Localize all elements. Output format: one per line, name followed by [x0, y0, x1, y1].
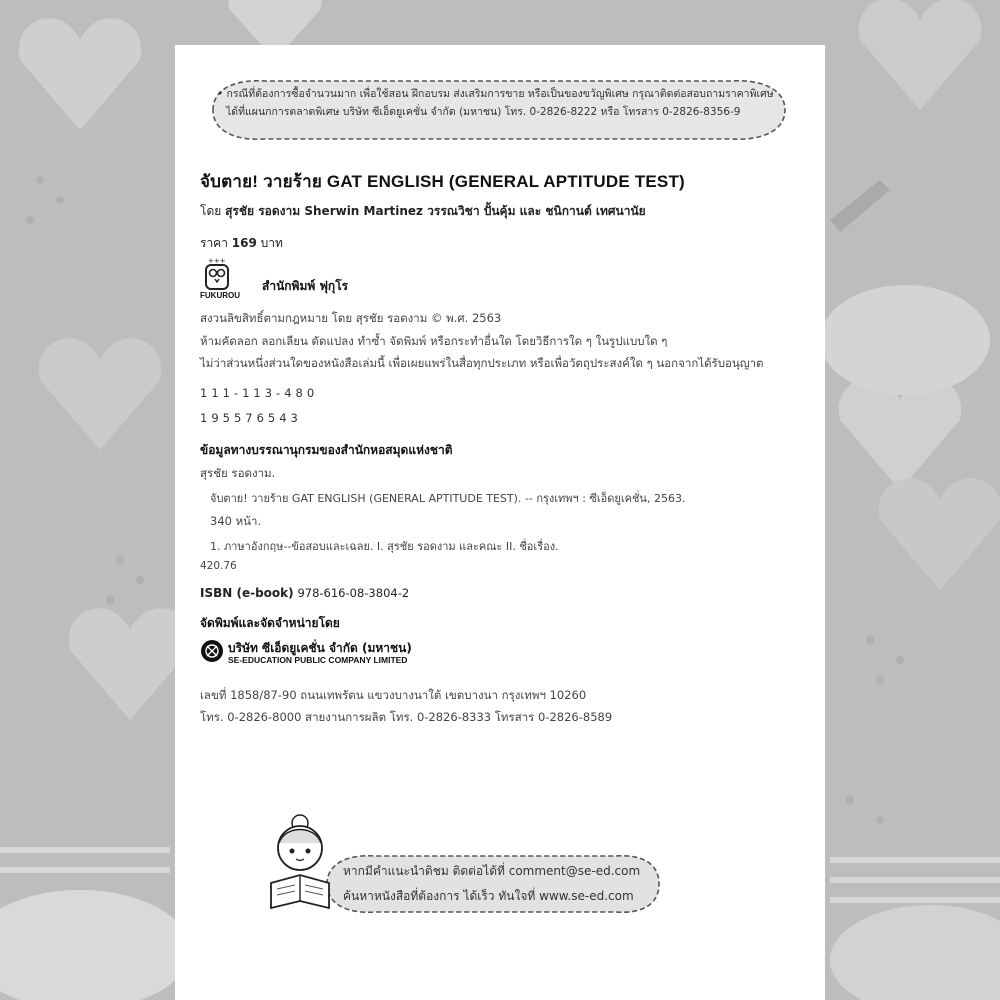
- cip-title-line: จับตาย! วายร้าย GAT ENGLISH (GENERAL APTITUDE TEST). -- กรุงเทพฯ : ซีเอ็ดยูเคชั่น, 2563.: [210, 492, 686, 505]
- authors-names: สุรชัย รอดงาม Sherwin Martinez วรรณวิชา ปั้นคุ้ม และ ชนิกานต์ เทศนานัย: [225, 204, 646, 218]
- copyright-line-2: ห้ามคัดลอก ลอกเลียน ดัดแปลง ทำซ้ำ จัดพิมพ์ หรือกระทำอื่นใด โดยวิธีการใด ๆ ในรูปแบบใด ๆ: [200, 334, 668, 348]
- authors-line: [200, 202, 646, 221]
- distributor-block: [200, 639, 500, 669]
- distributor-phones: โทร. 0-2826-8000 สายงานการผลิต โทร. 0-2826-8333 โทรสาร 0-2826-8589: [200, 710, 613, 724]
- publisher-name: สำนักพิมพ์ ฟุกุโร: [262, 279, 349, 293]
- notice-line-2: ได้ที่แผนกการตลาดพิเศษ บริษัท ซีเอ็ดยูเคชั่น จำกัด (มหาชน) โทร. 0-2826-8222 หรือ โทรสาร 0-2826-8356-9: [226, 106, 741, 118]
- copyright-line-1: สงวนลิขสิทธิ์ตามกฎหมาย โดย สุรชัย รอดงาม © พ.ศ. 2563: [200, 311, 502, 325]
- isbn-label: ISBN (e-book): [200, 586, 294, 600]
- copyright-line-3: ไม่ว่าส่วนหนึ่งส่วนใดของหนังสือเล่มนี้ เพื่อเผยแพร่ในสื่อทุกประเภท หรือเพื่อวัตถุประสงค์ใด ๆ นอกจากได้รับอนุญาต: [200, 356, 764, 370]
- publisher-block: [200, 257, 400, 301]
- price-label: ราคา: [200, 236, 228, 250]
- price-value: 169: [231, 236, 257, 250]
- distributor-address: เลขที่ 1858/87-90 ถนนเทพรัตน แขวงบางนาใต้ เขตบางนา กรุงเทพฯ 10260: [200, 688, 587, 702]
- book-code-1: 111-113-480: [200, 386, 319, 400]
- isbn-line: [200, 586, 409, 600]
- cip-subjects: 1. ภาษาอังกฤษ--ข้อสอบและเฉลย. I. สุรชัย รอดงาม และคณะ II. ชื่อเรื่อง.: [210, 540, 559, 553]
- book-code-2: 195576543: [200, 411, 302, 425]
- publisher-logo-text: FUKUROU: [200, 291, 240, 300]
- distributor-name-en: SE-EDUCATION PUBLIC COMPANY LIMITED: [228, 655, 408, 665]
- bulk-order-notice: [195, 73, 801, 147]
- cip-classification: 420.76: [200, 560, 237, 572]
- contact-comment-line: หากมีคำแนะนำติชม ติดต่อได้ที่ comment@se-ed.com: [343, 864, 641, 878]
- cip-heading: ข้อมูลทางบรรณานุกรมของสำนักหอสมุดแห่งชาติ: [200, 443, 453, 457]
- distributor-name-th: บริษัท ซีเอ็ดยูเคชั่น จำกัด (มหาชน): [228, 641, 412, 655]
- contact-bubble: [315, 848, 665, 920]
- price-line: [200, 234, 283, 253]
- isbn-value: 978-616-08-3804-2: [297, 586, 410, 600]
- contact-website-line: ค้นหาหนังสือที่ต้องการ ได้เร็ว ทันใจที่ www.se-ed.com: [343, 889, 634, 903]
- svg-text:+++: +++: [208, 257, 226, 265]
- price-unit: บาท: [260, 236, 283, 250]
- notice-line-1: • กรณีที่ต้องการซื้อจำนวนมาก เพื่อใช้สอน ฝึกอบรม ส่งเสริมการขาย หรือเป็นของขวัญพิเศษ กรุณาติดต่อสอบถามราคาพิเศษ: [217, 88, 774, 100]
- cip-pages: 340 หน้า.: [210, 514, 262, 528]
- distributor-heading: จัดพิมพ์และจัดจำหน่ายโดย: [200, 616, 340, 630]
- by-label: โดย: [200, 204, 222, 218]
- dashed-cloud-border: [315, 848, 665, 920]
- se-ed-logo-icon: [200, 639, 224, 663]
- book-copyright-page: [175, 45, 825, 1000]
- cip-author: สุรชัย รอดงาม.: [200, 466, 276, 480]
- girl-reading-illustration-icon: [265, 813, 335, 913]
- book-title: จับตาย! วายร้าย GAT ENGLISH (GENERAL APTITUDE TEST): [200, 172, 685, 191]
